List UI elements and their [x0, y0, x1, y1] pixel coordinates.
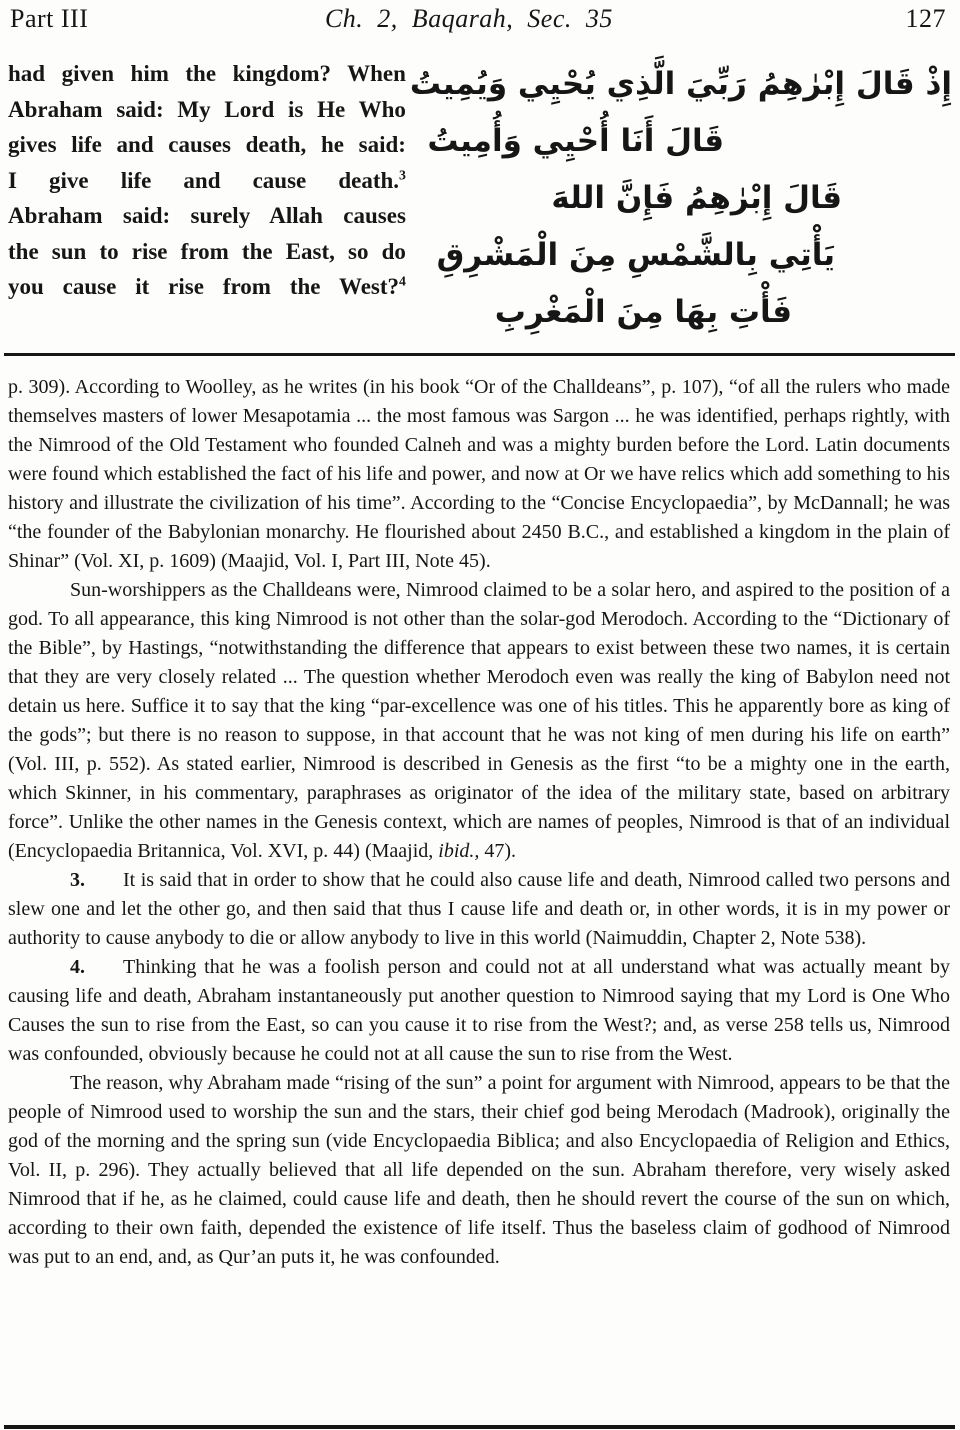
text-segment: The reason, why Abraham made “rising of the sun” a point for argument with Nimrood, appears to be that the people of Nimrood used to worship the sun and the stars, their chief god being Merodach (Madrook), originally the god of the morning and the spring sun (vide Encyclopaedia Biblica; and also Encyclopaedia of Religion and Ethics, Vol. II, p. 296). They actually believed that all life depended on the sun. Abraham therefore, very wisely asked Nimrood that if he, as he claimed, could cause life and death, then he should revert the course of the sun on which, according to their own faith, depended the existence of life itself. Thus the baseless claim of godhood of Nimrood was put to an end, and, as Qur’an puts it, he was confounded. [8, 1072, 950, 1268]
quran-arabic-line-3: قَالَ إِبْرٰهِمُ فَإِنَّ اللهَ [551, 180, 842, 216]
text-segment: It is said that in order to show that he could also cause life and death, Nimrood called two persons and slew one and let the other go, and then said that thus I cause life and death or, in other words, it is in my power or authority to cause anybody to die or allow anybody to live in this world (Naimuddin, Chapter 2, Note 538). [8, 869, 950, 949]
body-paragraph [8, 1069, 950, 1272]
footnote-ref: 4 [399, 273, 406, 289]
page-bottom-rule [4, 1425, 955, 1429]
part-label: Part III [10, 4, 89, 33]
footnote-ref: 3 [399, 166, 406, 182]
verse-english-translation [8, 56, 406, 341]
body-paragraph [8, 373, 950, 576]
chapter-title: Ch. 2, Baqarah, Sec. 35 [324, 4, 613, 33]
text-segment: Thinking that he was a foolish person and could not at all understand what was actually meant by causing life and death, Abraham instantaneously put another question to Nimrood saying that my Lord is One Who Causes the sun to rise from the East, so can you cause it to rise from the West?; and, as verse 258 tells us, Nimrood was confounded, obviously because he could not at all cause the sun to rise from the West. [8, 956, 950, 1065]
footnote-number: 3. [70, 869, 85, 891]
quran-arabic-line-2: قَالَ أَنَا أُحْيِي وَأُمِيتُ [427, 123, 724, 159]
body-paragraph [8, 953, 950, 1069]
italic-text: ibid., [438, 840, 480, 862]
text-segment: Sun-worshippers as the Challdeans were, Nimrood claimed to be a solar hero, and aspired to the position of a god. To all appearance, this king Nimrood is not other than the solar-god Merodoch. According to the “Dictionary of the Bible”, by Hastings, “notwithstanding the difference that appears to exist between these two names, it is certain that they are very closely related ... The question whether Merodoch even was really the king of Babylon need not detain us here. Suffice it to say that the king “par-excellence was one of his titles. This he apparently bore as king of the gods”; but there is no reason to suppose, in that account that he was not king of men during his life on earth” (Vol. III, p. 552). As stated earlier, Nimrood is described in Genesis as the first “to be a mighty one in the earth, which Skinner, in his commentary, paraphrases as originator of the idea of the military state, based on arbitrary force”. Unlike the other names in the Genesis context, which are names of peoples, Nimrood is that of an individual (Encyclopaedia Britannica, Vol. XVI, p. 44) (Maajid, [8, 579, 950, 862]
commentary-body [0, 356, 960, 1272]
quran-arabic-line-4: يَأْتِي بِالشَّمْسِ مِنَ الْمَشْرِقِ [436, 237, 835, 273]
text-segment: Abraham said: surely Allah causes the sun to rise from the East, so do you cause it rise from the West? [8, 203, 406, 299]
page-number: 127 [905, 4, 946, 33]
verse-section [0, 56, 960, 341]
footnote-number: 4. [70, 956, 85, 978]
text-segment: p. 309). According to Woolley, as he writes (in his book “Or of the Challdeans”, p. 107), “of all the rulers who made themselves masters of lower Mesapotamia ... the most famous was Sargon ... he was identified, perhaps rightly, with the Nimrood of the Old Testament who founded Calneh and was a mighty burden before the Lord. Latin documents were found which established the fact of his life and power, and now at Or we have relics which add something to his history and illustrate the civilization of his time”. According to the “Concise Encyclopaedia”, by McDannall; he was “the founder of the Babylonian monarchy. He flourished about 2450 B.C., and established a kingdom in the plain of Shinar” (Vol. XI, p. 1609) (Maajid, Vol. I, Part III, Note 45). [8, 376, 950, 572]
quran-arabic-line-5: فَأْتِ بِهَا مِنَ الْمَغْرِبِ [494, 294, 792, 330]
text-segment: had given him the kingdom? When Abraham said: My Lord is He Who gives life and causes death, he said: I give life and cause death. [8, 61, 406, 193]
body-paragraph [8, 576, 950, 866]
running-head [0, 0, 960, 34]
text-segment: 47). [479, 840, 517, 862]
body-paragraph [8, 866, 950, 953]
quran-arabic-line-1: إِذْ قَالَ إِبْرٰهِمُ رَبِّيَ الَّذِي يُحْيِي وَيُمِيتُ [409, 66, 952, 102]
verse-arabic-text [406, 56, 952, 341]
